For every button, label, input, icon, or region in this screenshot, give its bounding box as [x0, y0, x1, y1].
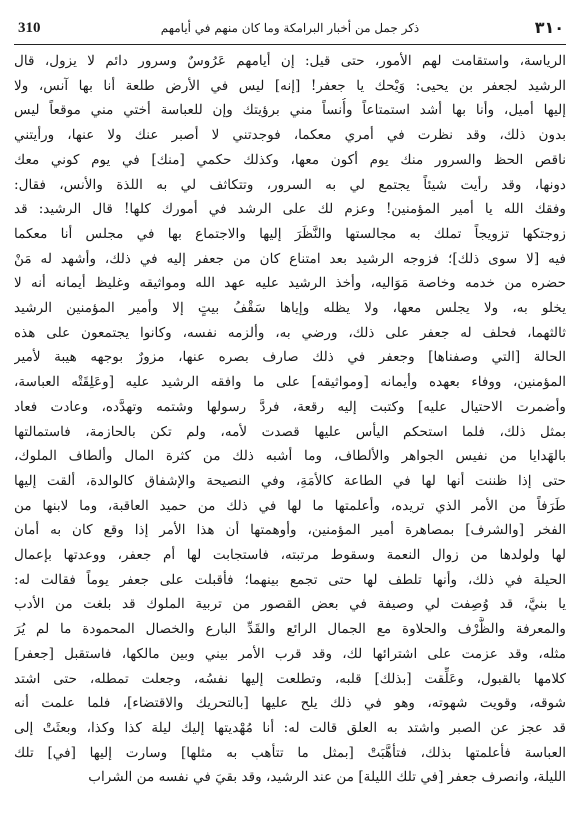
text-line: ثالثهما، فحلف له جعفر على ذلك، ورضي به، وألزمه نفسه، وكانوا يجتمعون على هذه	[14, 324, 566, 341]
text-line: الحيلة في ذلك، وأنها تلطف لها حتى تجمع بينهما؛ فأقبلت على جعفر يوماً فقالت له:	[14, 571, 566, 588]
page-number-arabic: ٣١٠	[534, 18, 564, 37]
text-line: بدون ذلك، وقد نظرت في أمري معكما، فوجدتني لا أصبر عنك ولا عنها، ورأيتني	[14, 127, 566, 144]
text-line: العباسة فأعلمتها بذلك، فتأهَّبَتْ [بمثل ما تتأهب به مثلها] وسارت إليها [في] تلك	[14, 744, 566, 761]
running-header	[14, 14, 566, 45]
text-line: بالهَدايا من نفيس الجواهر والألطاف، وما أشبه ذلك من كثرة المال وألطاف الملوك،	[14, 448, 566, 465]
text-line: زوجتكها تزويجاً تملك به مجالستها والنَّظَرَ إليها والاجتماع بها في مجلس أنا معكما	[14, 225, 566, 242]
book-page	[14, 14, 566, 824]
body-text	[14, 49, 566, 790]
text-line: مثله، وقد عزمت على اشترائها لك، وقد قرب الأمر بيني وبين مالكها، فاستقبل [جعفر]	[14, 645, 566, 662]
chapter-title: ذكر جمل من أخبار البرامكة وما كان منهم في أيامهم	[160, 21, 420, 35]
text-line: قد عجز عن الصبر واشتد به العلق قالت له: أنا مُهْديتها إليك ليلة كذا وكذا، وبعثَتْ إلى	[14, 719, 566, 736]
page-number-latin: 310	[18, 20, 41, 36]
text-line: الليلة، وانصرف جعفر [في تلك الليلة] من عند الرشيد، وقد بقيَ في نفسه من الشراب	[88, 769, 566, 786]
text-line: الرشيد لجعفر بن يحيى: وَيْحك يا جعفر! [إنه] ليس في الأرض طلعة أنا بها آنس، ولا	[14, 77, 566, 94]
text-line: إليها أميل، وأنا بها أشد استمتاعاً وأُنساً مني برؤيتك وإن للعباسة أختي مني موقعاً ليس	[14, 102, 566, 119]
text-line: حضره من خدمه وخاصة مَوَاليه، وأخذ الرشيد عليه عهد الله ومواثيقه وغليظ أيمانه أنه لا	[14, 275, 566, 292]
text-line: المؤمنين، ووفاء بعهده وأيمانه [ومواثيقه] على ما وافقه الرشيد عليه [وعَلِقَتْه العباسة،	[14, 374, 566, 391]
text-line: ناقص الحظ والسرور منك يوم أكون معها، وكذلك حكمي [منك] في يوم كوني معك	[14, 151, 566, 168]
text-line: شوقه، وقويت شهوته، وهو في ذلك يلح عليها [بالتحريك والاقتضاء]، فلما علمت أنه	[14, 695, 566, 712]
text-line: وأضمرت الاحتيال عليه] وكتبت إليه رقعة، فردَّ رسولها وشتمه وتهدَّده، وعادت فعاد	[14, 398, 566, 415]
text-line: الحالة [التي وصفناها] وجعفر في ذلك صارف بصره عنها، مزورٌ بوجهه هيبة لأمير	[14, 349, 566, 366]
text-line: كلامها بالقبول، وعَلِّقت [بذلك] قلبه، وتطلعت إليها نفسُه، وجعلت تمطله، حتى اشتد	[14, 670, 566, 687]
text-line: يا بنيَّ، قد وُصِفت لي وصيفة في بعض القصور من تربية الملوك قد بلغت من الأدب	[14, 596, 566, 613]
text-line: فيه [لا سوى ذلك]؛ فزوجه الرشيد بعد امتناع كان من جعفر إليه في ذلك، وأشهد له مَنْ	[14, 250, 566, 267]
text-line: يخلو به، ولا يجلس معها، ولا يظله وإياها سَقْفُ بيتٍ إلا وأمير المؤمنين الرشيد	[14, 300, 566, 317]
text-line: الرياسة، واستقامت لهم الأمور، حتى قيل: إن أيامهم عَرُوسٌ وسرور دائم لا يزول، قال	[14, 53, 566, 69]
text-line: والمعرفة والظَّرْف والحلاوة مع الجمال الرائع والقَدِّ البارع والخصال المحمودة ما لم يُرَ	[14, 621, 566, 638]
text-line: لها ولولدها من زوال النعمة وسقوط مرتبته، فاستجابت لها أم جعفر، ووعدتها بإعمال	[14, 547, 566, 564]
text-line: بمثل ذلك، فلما استحكم اليأس عليها قصدت لأمه، ولم تكن بالحازمة، فاستمالتها	[14, 423, 566, 440]
text-line: طَرَفاً من الأمر الذي تريده، وأعلمتها ما لها في ذلك من حميد العاقبة، وما لابنها من	[14, 497, 566, 514]
text-line: الفخر [والشرف] بمصاهرة أمير المؤمنين، وأوهمتها أن هذا الأمر إذا وقع كان به أمان	[14, 522, 566, 539]
text-line: دونها، وقد رأيت شيئاً يجتمع لي به السرور، وتتكاثف لي به اللذة والأنس، فقال:	[14, 176, 566, 193]
text-line: حتى إذا ظننت أنها لها في الطاعة كالأمَةِ، وفي النصيحة والإشفاق كالوالدة، ألقت إليها	[14, 472, 566, 489]
text-line: وفقك الله يا أمير المؤمنين! وعزم لك على الرشد في أمورك كلها! قال الرشيد: قد	[14, 201, 566, 218]
